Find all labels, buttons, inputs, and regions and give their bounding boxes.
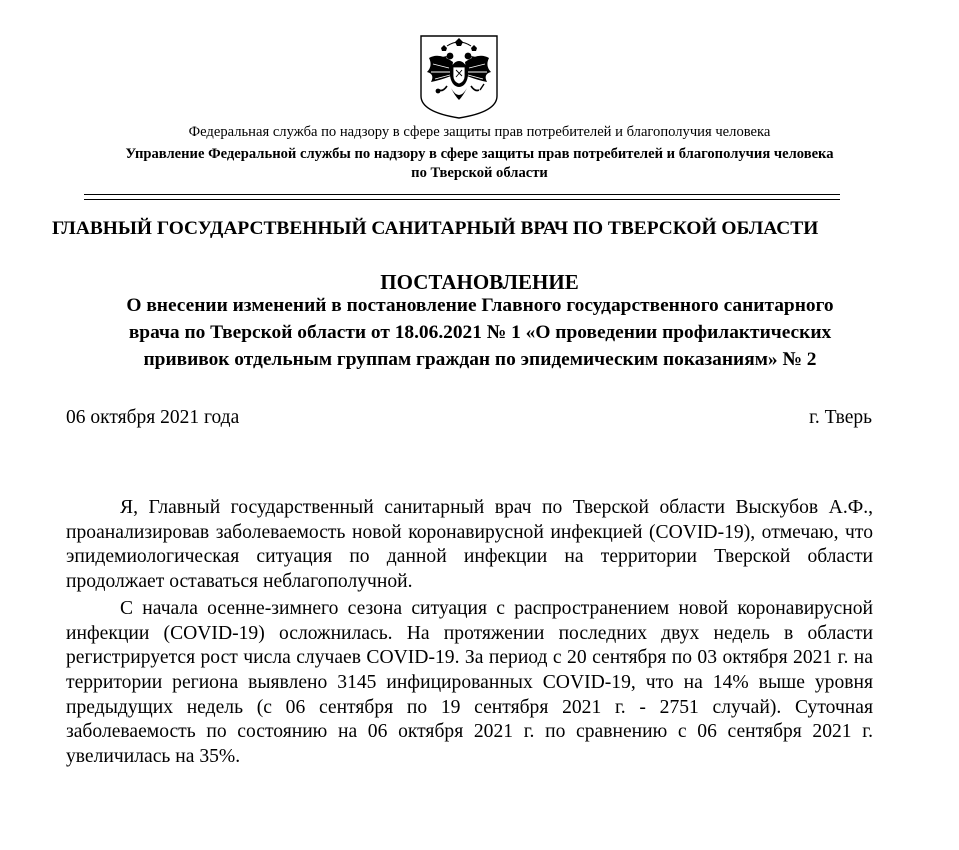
document-type-title: ПОСТАНОВЛЕНИЕ: [380, 270, 579, 294]
document-subject: [50, 292, 910, 373]
department-line: Управление Федеральной службы по надзору в сфере защиты прав потребителей и благополучия человека: [125, 146, 834, 162]
document-body: [66, 496, 873, 772]
document-date: 06 октября 2021 года: [66, 407, 240, 428]
body-paragraph: С начала осенне-зимнего сезона ситуация с распространением новой коронавирусной инфекции (COVID-19) осложнилась. На протяжении последних двух недель в области регистрируется рост числа случаев COVID-19. За период с 20 сентября по 03 октября 2021 г. на территории региона выявлено 3145 инфицированных COVID-19, что на 14% выше уровня предыдущих недель (с 06 сентября по 19 сентября 2021 г. - 2751 случай). Суточная заболеваемость по состоянию на 06 октября 2021 г. по сравнению с 06 сентября 2021 г. увеличилась на 35%.: [66, 597, 873, 768]
document-city: г. Тверь: [809, 407, 872, 428]
body-paragraph: Я, Главный государственный санитарный врач по Тверской области Выскубов А.Ф., проанализировав заболеваемость новой коронавирусной инфекцией (COVID-19), отмечаю, что эпидемиологическая ситуация по данной инфекции на территории Тверской области продолжает оставаться неблагополучной.: [66, 497, 873, 593]
coat-of-arms-emblem: [417, 34, 501, 120]
subject-line: О внесении изменений в постановление Главного государственного санитарного: [126, 295, 834, 316]
header-divider-thin: [84, 199, 840, 200]
header-divider-thick: [84, 194, 840, 195]
authority-heading: ГЛАВНЫЙ ГОСУДАРСТВЕННЫЙ САНИТАРНЫЙ ВРАЧ ПО ТВЕРСКОЙ ОБЛАСТИ: [52, 218, 819, 239]
department-region-line: по Тверской области: [411, 165, 548, 181]
agency-line: Федеральная служба по надзору в сфере защиты прав потребителей и благополучия человека: [188, 124, 771, 140]
subject-line: врача по Тверской области от 18.06.2021 № 1 «О проведении профилактических: [128, 322, 832, 343]
subject-line: прививок отдельным группам граждан по эпидемическим показаниям» № 2: [143, 349, 817, 370]
